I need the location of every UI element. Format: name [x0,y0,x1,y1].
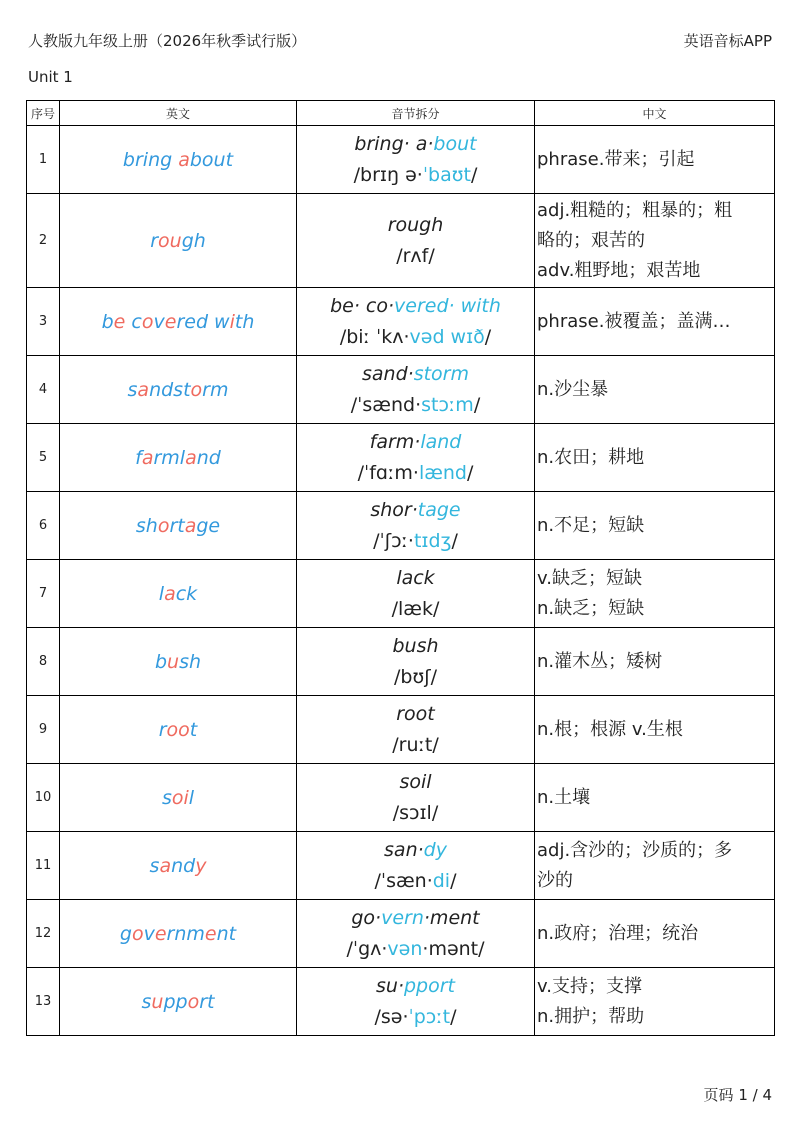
text-segment: storm [413,362,469,385]
syllable-cell [297,900,535,968]
meaning-line: adj.含沙的；沙质的；多 [537,839,733,861]
text-segment: pp [163,990,188,1013]
text-segment: a [178,148,190,171]
row-index: 11 [27,832,60,900]
row-index: 2 [27,194,60,288]
text-segment: t [189,718,198,741]
text-segment: land [420,430,462,453]
syllable-cell [297,832,535,900]
text-segment: o [157,514,170,537]
english-word [60,492,297,560]
text-segment: bout [189,148,234,171]
text-segment: o [190,378,203,401]
meaning-line: 沙的 [537,869,573,891]
column-header-index: 序号 [27,101,60,126]
meaning-line: n.沙尘暴 [537,378,609,400]
text-segment: i [229,310,235,333]
english-word [60,288,297,356]
syllable-split [297,427,534,458]
text-segment: c [125,310,142,333]
text-segment: shor· [370,498,418,521]
text-segment: f [135,446,142,469]
text-segment: nt [216,922,237,945]
meaning-line: n.根；根源 v.生根 [537,718,683,740]
meaning-line: 略的；艰苦的 [537,229,645,251]
text-segment: /ˈsæn· [374,869,433,892]
text-segment: ˈpɔːt [408,1005,451,1028]
text-segment: san· [384,838,424,861]
table-row [27,424,775,492]
text-segment: nd [171,854,196,877]
text-segment: sh [179,650,202,673]
english-word [60,356,297,424]
chinese-meaning [535,696,775,764]
phonetic-transcription [297,390,534,421]
phonetic-transcription [297,526,534,557]
table-row [27,832,775,900]
text-segment: lack [396,566,435,589]
text-segment: u [167,650,180,673]
table-row [27,126,775,194]
text-segment: vern [381,906,424,929]
table-row [27,764,775,832]
syllable-cell [297,424,535,492]
text-segment: r [158,718,167,741]
table-row [27,900,775,968]
syllable-cell [297,968,535,1036]
text-segment: nd [196,446,221,469]
english-word [60,126,297,194]
text-segment: farm· [369,430,421,453]
row-index: 3 [27,288,60,356]
english-word [60,560,297,628]
text-segment: vered· with [394,294,501,317]
english-word [60,832,297,900]
row-index: 13 [27,968,60,1036]
chinese-meaning [535,424,775,492]
text-segment: bush [392,634,439,657]
text-segment: rnm [166,922,205,945]
text-segment: / [470,163,478,186]
text-segment: ·mənt/ [422,937,485,960]
text-segment: rml [153,446,186,469]
text-segment: dy [423,838,447,861]
meaning-line: n.农田；耕地 [537,446,645,468]
text-segment: /ˈʃɔː· [373,529,414,552]
text-segment: red w [176,310,230,333]
unit-heading: Unit 1 [28,68,73,86]
text-segment: pport [403,974,455,997]
text-segment: s [149,854,160,877]
english-word [60,764,297,832]
text-segment: /læk/ [391,597,440,620]
chinese-meaning [535,126,775,194]
app-name: 英语音标APP [683,32,772,50]
column-header-english: 英文 [60,101,297,126]
syllable-cell [297,696,535,764]
phonetic-transcription [297,1002,534,1033]
meaning-line: n.灌木丛；矮树 [537,650,663,672]
text-segment: r [150,229,159,252]
text-segment: bring [122,148,179,171]
chinese-meaning [535,288,775,356]
syllable-split [297,291,534,322]
table-row [27,356,775,424]
text-segment: ck [175,582,198,605]
phonetic-transcription [297,934,534,965]
english-word [60,424,297,492]
syllable-cell [297,288,535,356]
text-segment: / [450,1005,457,1028]
document-title: 人教版九年级上册（2026年秋季试行版） [28,32,307,50]
row-index: 1 [27,126,60,194]
syllable-cell [297,194,535,288]
text-segment: stɔːm [421,393,474,416]
text-segment: sand· [362,362,414,385]
row-index: 12 [27,900,60,968]
meaning-line: n.政府；治理；统治 [537,922,699,944]
row-index: 4 [27,356,60,424]
vocabulary-table [26,100,775,1036]
column-header-chinese: 中文 [535,101,775,126]
text-segment: · a· [403,132,434,155]
text-segment: s [127,378,138,401]
text-segment: ˈbaʊt [422,163,471,186]
text-segment: ndst [149,378,191,401]
syllable-split [297,359,534,390]
text-segment: /bʊʃ/ [394,665,437,688]
syllable-cell [297,560,535,628]
syllable-split [297,835,534,866]
text-segment: root [396,702,435,725]
text-segment: b [154,650,168,673]
column-header-syllables: 音节拆分 [297,101,535,126]
text-segment: v [153,310,165,333]
chinese-meaning [535,832,775,900]
meaning-line: adj.粗糙的；粗暴的；粗 [537,199,733,221]
text-segment: /biː ˈkʌ· [339,325,410,348]
meaning-line: adv.粗野地；艰苦地 [537,259,701,281]
syllable-cell [297,356,535,424]
text-segment: e [154,922,167,945]
text-segment: / [484,325,492,348]
text-segment: a [184,514,197,537]
phonetic-transcription [297,322,534,353]
text-segment: sh [135,514,158,537]
meaning-line: n.拥护；帮助 [537,1005,645,1027]
phonetic-transcription [297,866,534,897]
table-row [27,696,775,764]
text-segment: s [141,990,152,1013]
text-segment: e [164,310,177,333]
text-segment: u [151,990,164,1013]
text-segment: ou [158,229,182,252]
text-segment: / [450,869,457,892]
text-segment: rt [199,990,215,1013]
page-number: 页码 1 / 4 [703,1086,772,1104]
row-index: 5 [27,424,60,492]
text-segment: tɪdʒ [413,529,452,552]
text-segment: l [158,582,165,605]
text-segment: gh [181,229,206,252]
meaning-line: n.缺乏；短缺 [537,597,645,619]
phonetic-transcription [297,160,534,191]
text-segment: rough [387,213,444,236]
meaning-line: n.土壤 [537,786,591,808]
text-segment: y [195,854,207,877]
chinese-meaning [535,492,775,560]
text-segment: s [161,786,172,809]
table-row [27,288,775,356]
syllable-cell [297,492,535,560]
text-segment: /sɔɪl/ [392,801,439,824]
meaning-line: v.支持；支撑 [537,975,642,997]
syllable-split [297,631,534,662]
text-segment: rt [169,514,185,537]
text-segment: a [141,446,154,469]
text-segment: o [141,310,154,333]
text-segment: o [131,922,144,945]
table-body [27,126,775,1036]
syllable-split [297,699,534,730]
syllable-split [297,563,534,594]
row-index: 9 [27,696,60,764]
text-segment: vən [387,937,423,960]
row-index: 8 [27,628,60,696]
chinese-meaning [535,628,775,696]
text-segment: / [473,393,481,416]
english-word [60,900,297,968]
syllable-split [297,971,534,1002]
text-segment: /ˈsænd· [350,393,422,416]
text-segment: /brɪŋ ə· [353,163,423,186]
phonetic-transcription [297,730,534,761]
text-segment: /ruːt/ [392,733,439,756]
syllable-split [297,129,534,160]
text-segment: /ˈgʌ· [346,937,388,960]
text-segment: a [159,854,172,877]
text-segment: oo [166,718,190,741]
syllable-split [297,495,534,526]
syllable-split [297,210,534,241]
text-segment: lænd [418,461,467,484]
text-segment: di [432,869,451,892]
chinese-meaning [535,968,775,1036]
table-row [27,968,775,1036]
text-segment: ge [196,514,221,537]
syllable-cell [297,126,535,194]
text-segment: rm [202,378,229,401]
text-segment: l [188,786,195,809]
text-segment: b [101,310,114,333]
meaning-line: phrase.带来；引起 [537,148,695,170]
syllable-cell [297,764,535,832]
text-segment: bout [433,132,477,155]
text-segment: soil [399,770,432,793]
chinese-meaning [535,900,775,968]
text-segment: /ˈfɑːm· [357,461,419,484]
table-row [27,628,775,696]
table-row [27,560,775,628]
english-word [60,968,297,1036]
chinese-meaning [535,560,775,628]
text-segment: tage [417,498,461,521]
phonetic-transcription [297,458,534,489]
english-word [60,194,297,288]
chinese-meaning [535,356,775,424]
text-segment: vəd wɪð [409,325,485,348]
phonetic-transcription [297,594,534,625]
text-segment: be· co· [330,294,395,317]
meaning-line: v.缺乏；短缺 [537,567,642,589]
phonetic-transcription [297,798,534,829]
phonetic-transcription [297,662,534,693]
text-segment: su· [376,974,404,997]
phonetic-transcription [297,241,534,272]
meaning-line: phrase.被覆盖；盖满… [537,310,731,332]
text-segment: /sə· [374,1005,409,1028]
english-word [60,696,297,764]
row-index: 7 [27,560,60,628]
table-header-row [27,101,775,126]
text-segment: go· [351,906,382,929]
text-segment: o [187,990,200,1013]
text-segment: a [185,446,197,469]
chinese-meaning [535,194,775,288]
english-word [60,628,297,696]
text-segment: /rʌf/ [396,244,435,267]
text-segment: e [204,922,217,945]
text-segment: g [119,922,132,945]
chinese-meaning [535,764,775,832]
row-index: 10 [27,764,60,832]
text-segment: oi [171,786,189,809]
text-segment: th [234,310,255,333]
text-segment: a [164,582,176,605]
syllable-cell [297,628,535,696]
text-segment: ·ment [423,906,480,929]
text-segment: bring [354,132,404,155]
text-segment: / [451,529,458,552]
table-row [27,194,775,288]
syllable-split [297,767,534,798]
text-segment: v [143,922,155,945]
text-segment: e [113,310,126,333]
text-segment: / [466,461,474,484]
table-row [27,492,775,560]
meaning-line: n.不足；短缺 [537,514,645,536]
row-index: 6 [27,492,60,560]
text-segment: a [137,378,150,401]
syllable-split [297,903,534,934]
